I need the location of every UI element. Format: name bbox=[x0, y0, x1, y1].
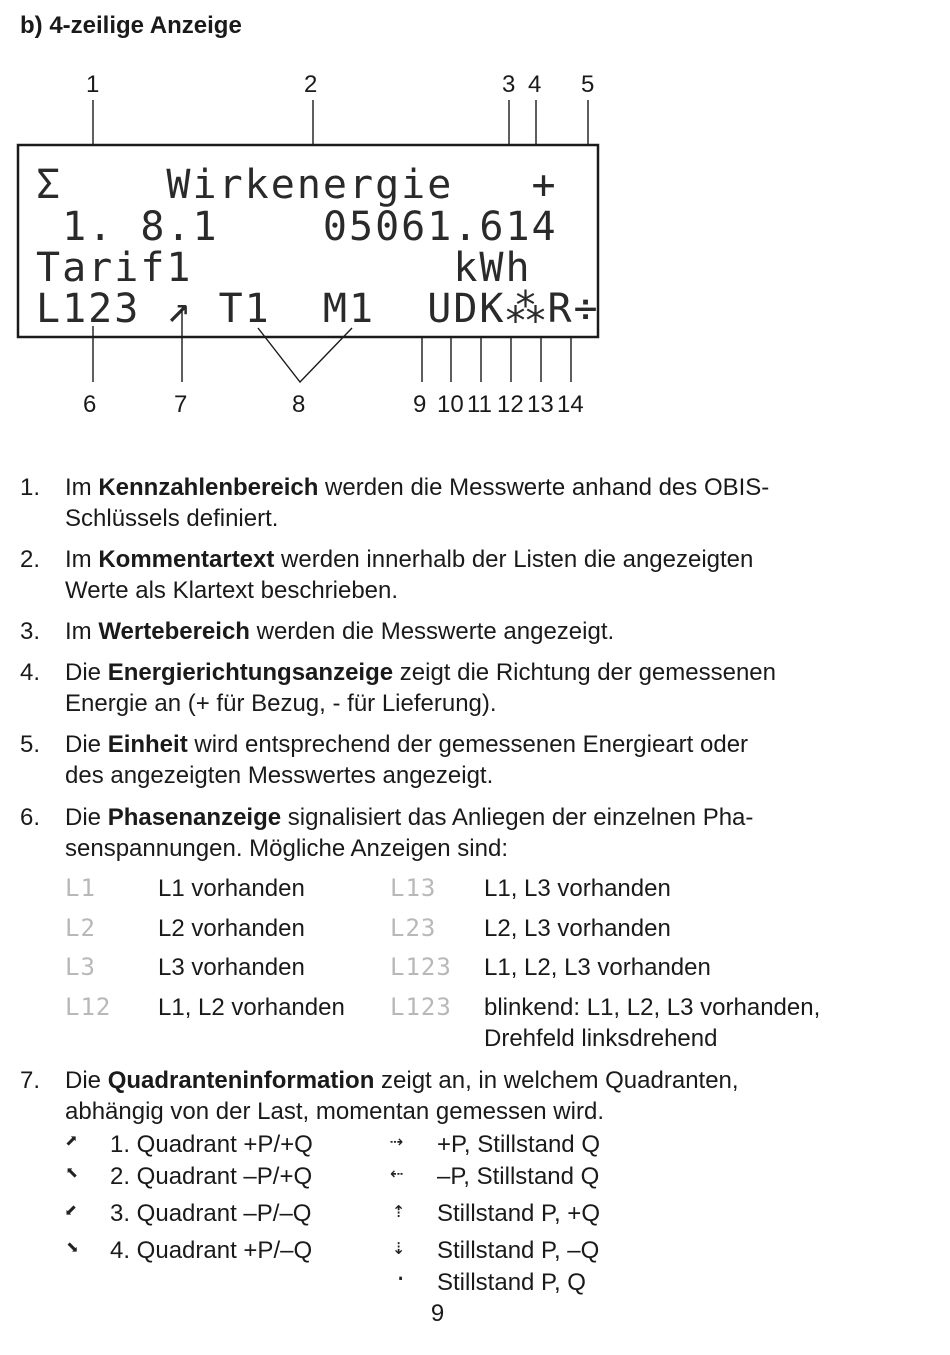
callout-13: 13 bbox=[527, 391, 554, 418]
callout-3: 3 bbox=[502, 71, 516, 98]
phase-code: L23 bbox=[390, 914, 437, 942]
quadrant-1-icon: ⬈ bbox=[65, 1129, 79, 1154]
callout-9: 9 bbox=[413, 391, 427, 418]
quadrant-label: 3. Quadrant –P/–Q bbox=[110, 1200, 312, 1227]
standstill-label: –P, Stillstand Q bbox=[437, 1163, 600, 1190]
arrow-right-icon: ⇢ bbox=[390, 1129, 404, 1154]
callout-11: 11 bbox=[467, 391, 492, 418]
phase-label: L1, L2, L3 vorhanden bbox=[484, 954, 711, 981]
callout-10: 10 bbox=[437, 391, 464, 418]
item-number: 7. bbox=[20, 1067, 41, 1094]
callout-6: 6 bbox=[83, 391, 97, 418]
standstill-label: Stillstand P, Q bbox=[437, 1269, 586, 1296]
lcd-line-3: Tarif1 kWh bbox=[36, 245, 532, 291]
standstill-label: +P, Stillstand Q bbox=[437, 1131, 600, 1158]
quadrant-2-icon: ⬉ bbox=[65, 1161, 79, 1186]
quadrant-4-icon: ⬊ bbox=[65, 1235, 79, 1260]
lcd-line-2: 1. 8.1 05061.614 bbox=[36, 204, 558, 250]
dot-icon: · bbox=[394, 1267, 408, 1292]
callout-12: 12 bbox=[497, 391, 524, 418]
lcd-line-4: L123 ↗ T1 M1 UDK⁂R÷ bbox=[36, 286, 600, 332]
phase-code: L3 bbox=[65, 953, 96, 981]
phase-label: L1 vorhanden bbox=[158, 875, 305, 902]
page-number: 9 bbox=[430, 1300, 445, 1327]
phase-label: L2 vorhanden bbox=[158, 915, 305, 942]
lcd-line-1: Σ Wirkenergie + bbox=[36, 162, 558, 208]
phase-code: L123 bbox=[390, 993, 452, 1021]
item-number: 5. bbox=[20, 731, 41, 758]
quadrant-3-icon: ⬋ bbox=[65, 1198, 79, 1223]
standstill-label: Stillstand P, +Q bbox=[437, 1200, 600, 1227]
item-number: 4. bbox=[20, 659, 41, 686]
callout-14: 14 bbox=[557, 391, 584, 418]
arrow-left-icon: ⇠ bbox=[390, 1161, 404, 1186]
phase-label: L3 vorhanden bbox=[158, 954, 305, 981]
phase-code: L123 bbox=[390, 953, 452, 981]
arrow-down-icon: ⇣ bbox=[392, 1235, 406, 1260]
quadrant-label: 2. Quadrant –P/+Q bbox=[110, 1163, 313, 1190]
callout-5: 5 bbox=[581, 71, 595, 98]
callout-1: 1 bbox=[86, 71, 100, 98]
phase-code: L12 bbox=[65, 993, 112, 1021]
item-number: 6. bbox=[20, 804, 41, 831]
callout-2: 2 bbox=[304, 71, 318, 98]
quadrant-label: 1. Quadrant +P/+Q bbox=[110, 1131, 313, 1158]
item-number: 2. bbox=[20, 546, 41, 573]
standstill-label: Stillstand P, –Q bbox=[437, 1237, 600, 1264]
quadrant-label: 4. Quadrant +P/–Q bbox=[110, 1237, 313, 1264]
phase-code: L13 bbox=[390, 874, 437, 902]
section-heading: b) 4-zeilige Anzeige bbox=[20, 12, 242, 39]
callout-4: 4 bbox=[528, 71, 542, 98]
callout-8: 8 bbox=[292, 391, 306, 418]
phase-label: L1, L2 vorhanden bbox=[158, 994, 345, 1021]
display-diagram bbox=[0, 0, 950, 440]
phase-label: L1, L3 vorhanden bbox=[484, 875, 671, 902]
phase-label: L2, L3 vorhanden bbox=[484, 915, 671, 942]
callout-7: 7 bbox=[174, 391, 188, 418]
item-number: 3. bbox=[20, 618, 41, 645]
item-number: 1. bbox=[20, 474, 41, 501]
phase-code: L2 bbox=[65, 914, 96, 942]
phase-code: L1 bbox=[65, 874, 96, 902]
phase-label: blinkend: L1, L2, L3 vorhanden, Drehfeld linksdrehend bbox=[484, 994, 821, 1052]
arrow-up-icon: ⇡ bbox=[392, 1198, 406, 1223]
